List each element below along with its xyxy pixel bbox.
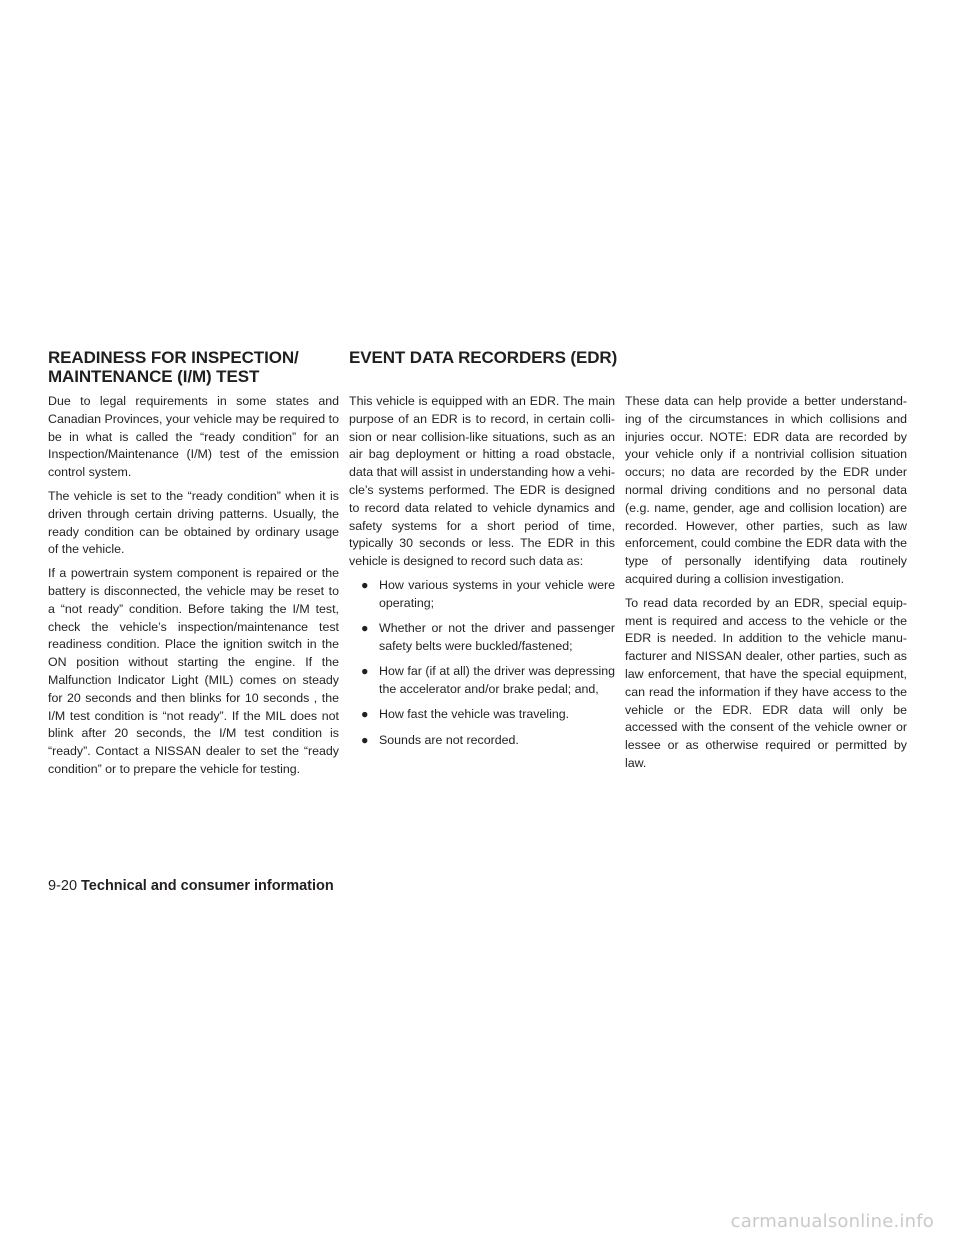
- paragraph: The vehicle is set to the “ready condition” when it is driven through certain driving patterns. Usually, the ready condition can be obtained by ordinary usage of the vehicle.: [48, 488, 339, 557]
- section-title: Technical and consumer information: [81, 878, 334, 894]
- paragraph: These data can help provide a better understanding of the circumstances in which collisions and injuries occur. NOTE: EDR data are recorded by your vehicle only if a nontrivial collision situation occurs; no data are recorded by the EDR under normal driving conditions and no personal data (e.g. name, gender, age and collision location) are recorded. However, other parties, such as law enforcement, could combine the EDR data with the type of personally identifying data routinely acquired during a collision investigation.: [625, 394, 907, 586]
- page-footer: [48, 877, 334, 895]
- edr-data-list: [349, 577, 615, 749]
- bullet-icon: ●: [361, 732, 369, 747]
- paragraph: This vehicle is equipped with an EDR. The main purpose of an EDR is to record, in certain collision or near collision-like situations, such as an air bag deployment or hitting a road obstacle, data that will assist in understanding how a vehicle’s systems performed. The EDR is designed to record data related to vehicle dynamics and safety systems for a short period of time, typically 30 seconds or less. The EDR in this vehicle is designed to record such data as:: [349, 394, 615, 569]
- paragraph: If a powertrain system component is repaired or the battery is disconnected, the vehicle may be reset to a “not ready” condition. Before taking the I/M test, check the vehicle’s inspection/maintenance test readiness condition. Place the ignition switch in the ON position without starting the engine. If the Malfunction Indicator Light (MIL) comes on steady for 20 seconds and then blinks for 10 seconds , the I/M test condition is “not ready”. If the MIL does not blink after 20 seconds, the I/M test condition is “ready”. Contact a NISSAN dealer to set the “ready condition” or to prepare the vehicle for testing.: [48, 566, 339, 776]
- paragraph: Due to legal requirements in some states and Canadian Provinces, your vehicle may be required to be in what is called the “ready condition” for an Inspection/Maintenance (I/M) test of the emission control system.: [48, 394, 339, 480]
- bullet-icon: ●: [361, 621, 369, 636]
- paragraph: To read data recorded by an EDR, special equipment is required and access to the vehicle or the EDR is needed. In addition to the vehicle manufacturer and NISSAN dealer, other parties, such as law enforcement, that have the special equipment, can read the information if they have access to the vehicle or the EDR. EDR data will only be accessed with the consent of the vehicle owner or lessee or as otherwise required or permitted by law.: [625, 595, 907, 770]
- bullet-icon: ●: [361, 577, 369, 592]
- list-item-text: How various systems in your vehicle were operating;: [379, 577, 615, 610]
- watermark-text: carmanualsonline.info: [730, 1211, 934, 1232]
- column-edr-details: [625, 393, 907, 779]
- list-item: [349, 577, 615, 613]
- bullet-icon: ●: [361, 664, 369, 679]
- column-im-test: [48, 393, 339, 785]
- page-number: 9-20: [48, 878, 78, 894]
- section-heading-im-test: READINESS FOR INSPECTION/ MAINTENANCE (I/M) TEST: [48, 348, 299, 386]
- list-item: [349, 620, 615, 656]
- section-heading-edr: EVENT DATA RECORDERS (EDR): [349, 348, 618, 367]
- list-item-text: How far (if at all) the driver was depressing the accelerator and/or brake pedal; and,: [379, 664, 615, 696]
- list-item: [349, 706, 615, 724]
- list-item: [349, 663, 615, 699]
- list-item-text: How fast the vehicle was traveling.: [379, 707, 570, 722]
- list-item: [349, 732, 615, 750]
- list-item-text: Whether or not the driver and passenger safety belts were buckled/fastened;: [379, 621, 615, 653]
- bullet-icon: ●: [361, 707, 369, 722]
- column-edr-intro: [349, 393, 615, 757]
- list-item-text: Sounds are not recorded.: [379, 732, 519, 747]
